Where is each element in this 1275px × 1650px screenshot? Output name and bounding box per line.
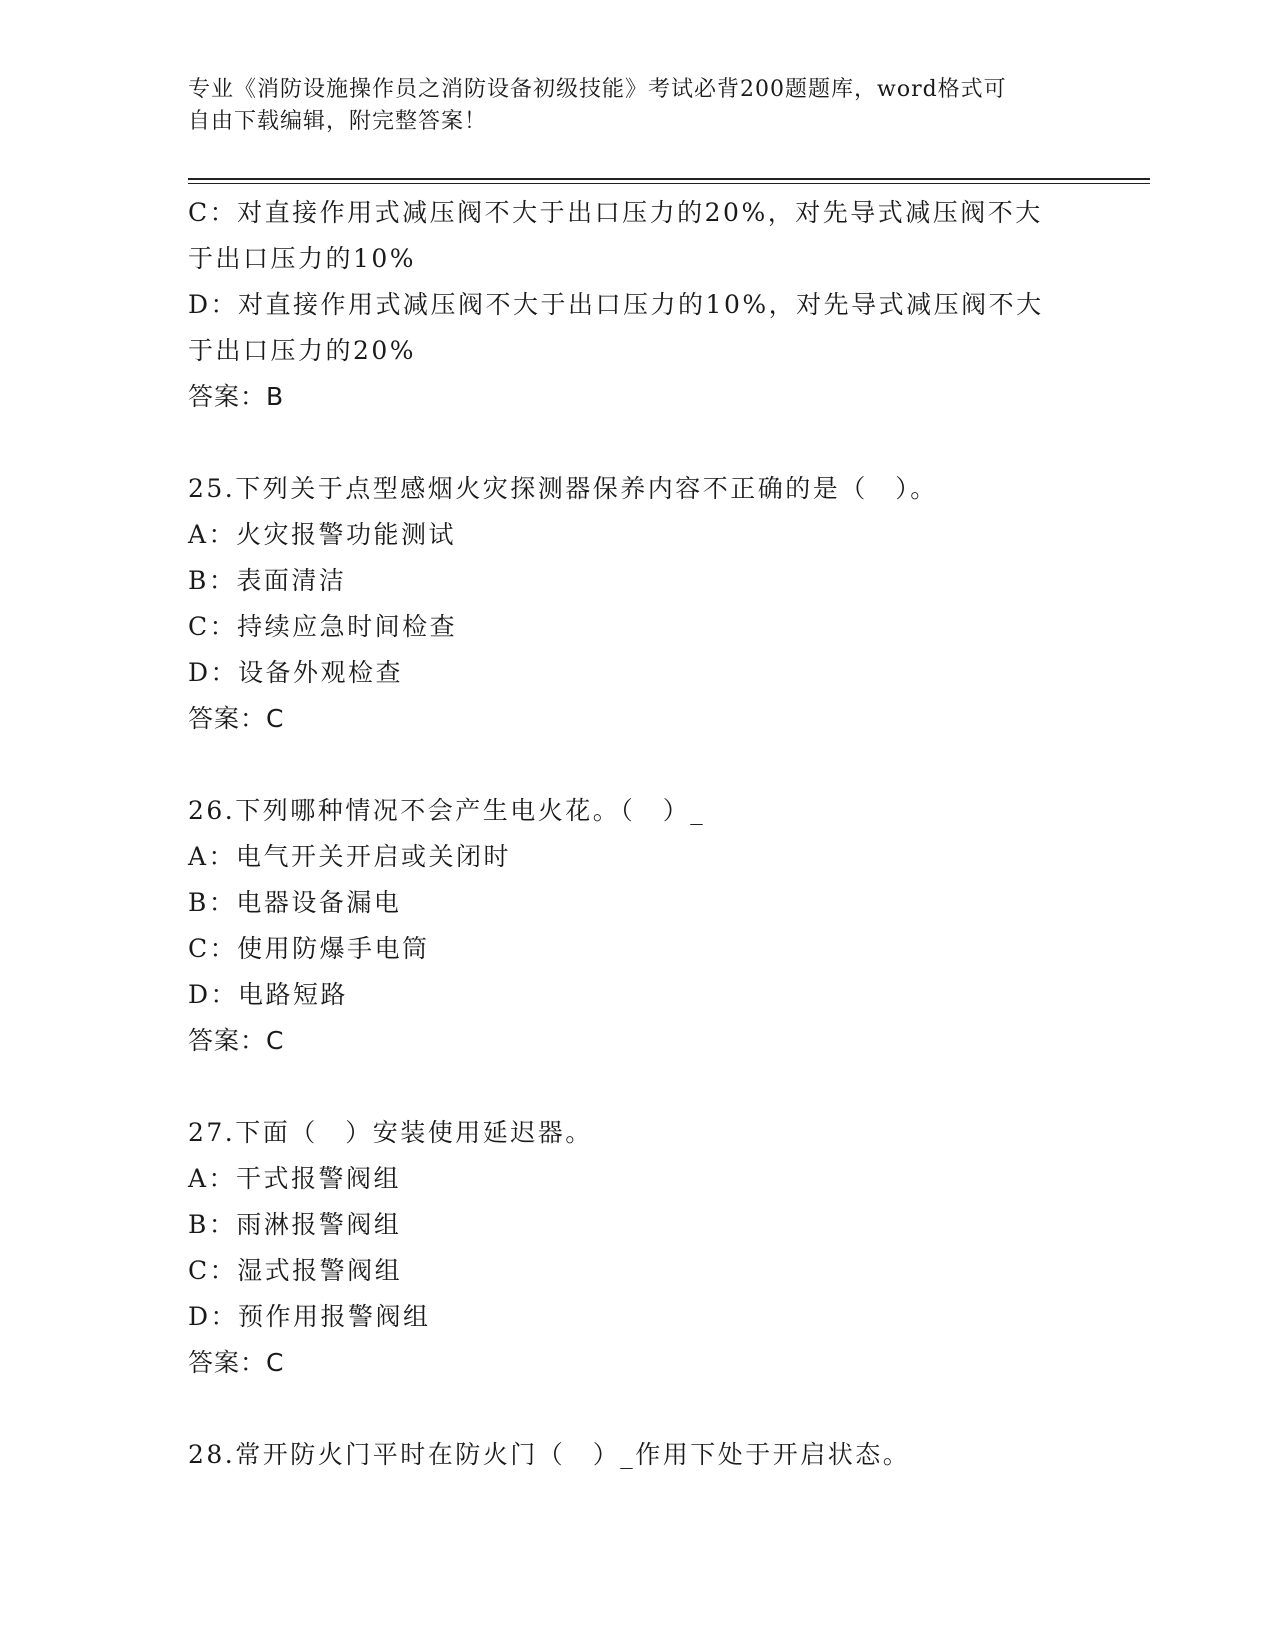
header-divider-thick (188, 178, 1150, 180)
option-d: D：预作用报警阀组 (188, 1302, 431, 1331)
document-body (188, 190, 1068, 1478)
option-c: C：湿式报警阀组 (188, 1256, 403, 1285)
question-27 (188, 1110, 1068, 1386)
option-a: A：火灾报警功能测试 (188, 520, 457, 549)
answer-line: 答案：C (188, 1026, 285, 1055)
spacer (188, 420, 1068, 466)
header-divider-thin (188, 183, 1150, 184)
question-25 (188, 466, 1068, 742)
question-28 (188, 1432, 1068, 1478)
option-d-line-1: D：对直接作用式减压阀不大于出口压力的10%，对先导式减压阀不大 (188, 290, 1044, 319)
spacer (188, 1064, 1068, 1110)
option-b: B：表面清洁 (188, 566, 347, 595)
option-b: B：电器设备漏电 (188, 888, 402, 917)
option-c-line-1: C：对直接作用式减压阀不大于出口压力的20%，对先导式减压阀不大 (188, 198, 1043, 227)
question-24-carryover (188, 190, 1068, 420)
option-d-line-2: 于出口压力的20% (188, 336, 417, 365)
option-c: C：使用防爆手电筒 (188, 934, 430, 963)
spacer (188, 1386, 1068, 1432)
question-26 (188, 788, 1068, 1064)
question-stem: 27.下面（ ）安装使用延迟器。 (188, 1118, 593, 1147)
option-a: A：干式报警阀组 (188, 1164, 402, 1193)
question-stem: 28.常开防火门平时在防火门（ ）_作用下处于开启状态。 (188, 1440, 911, 1469)
header-line-1: 专业《消防设施操作员之消防设备初级技能》考试必背200题题库，word格式可 (188, 77, 1007, 102)
option-a: A：电气开关开启或关闭时 (188, 842, 512, 871)
spacer (188, 742, 1068, 788)
option-d: D：设备外观检查 (188, 658, 404, 687)
option-c: C：持续应急时间检查 (188, 612, 458, 641)
question-stem: 26.下列哪种情况不会产生电火花。（ ）_ (188, 796, 706, 825)
answer-line: 答案：B (188, 382, 285, 411)
option-d: D：电路短路 (188, 980, 349, 1009)
document-header (188, 74, 1068, 138)
option-c-line-2: 于出口压力的10% (188, 244, 417, 273)
answer-line: 答案：C (188, 1348, 285, 1377)
answer-line: 答案：C (188, 704, 285, 733)
question-stem: 25.下列关于点型感烟火灾探测器保养内容不正确的是（ ）。 (188, 474, 938, 503)
option-b: B：雨淋报警阀组 (188, 1210, 402, 1239)
header-line-2: 自由下载编辑，附完整答案！ (188, 109, 488, 134)
